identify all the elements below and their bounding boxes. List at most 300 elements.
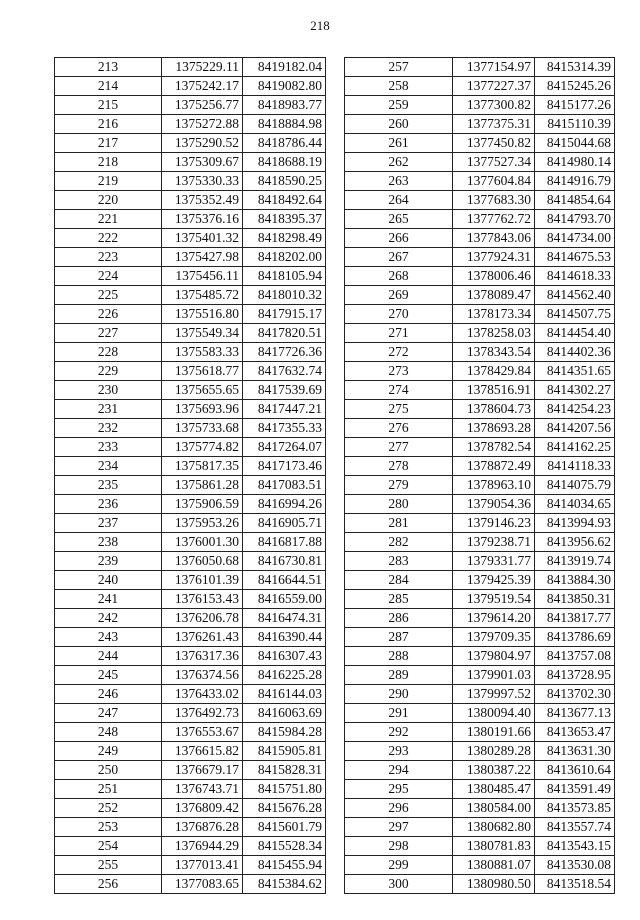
y-coordinate-cell: 8413557.74 — [535, 818, 615, 837]
point-number-cell: 277 — [345, 438, 453, 457]
y-coordinate-cell: 8419082.80 — [243, 77, 326, 96]
table-row — [345, 609, 615, 628]
point-number-cell: 246 — [55, 685, 162, 704]
x-coordinate-cell: 1379804.97 — [453, 647, 535, 666]
table-row — [55, 837, 326, 856]
point-number-cell: 244 — [55, 647, 162, 666]
y-coordinate-cell: 8414162.25 — [535, 438, 615, 457]
x-coordinate-cell: 1376553.67 — [162, 723, 243, 742]
point-number-cell: 284 — [345, 571, 453, 590]
table-row — [345, 457, 615, 476]
point-number-cell: 288 — [345, 647, 453, 666]
point-number-cell: 237 — [55, 514, 162, 533]
point-number-cell: 261 — [345, 134, 453, 153]
y-coordinate-cell: 8415455.94 — [243, 856, 326, 875]
x-coordinate-cell: 1379425.39 — [453, 571, 535, 590]
point-number-cell: 230 — [55, 381, 162, 400]
x-coordinate-cell: 1380781.83 — [453, 837, 535, 856]
table-row — [345, 685, 615, 704]
y-coordinate-cell: 8416817.88 — [243, 533, 326, 552]
table-row — [345, 229, 615, 248]
table-row — [345, 172, 615, 191]
table-row — [55, 286, 326, 305]
y-coordinate-cell: 8417539.69 — [243, 381, 326, 400]
table-row — [345, 666, 615, 685]
x-coordinate-cell: 1380485.47 — [453, 780, 535, 799]
x-coordinate-cell: 1376876.28 — [162, 818, 243, 837]
table-row — [55, 685, 326, 704]
y-coordinate-cell: 8414254.23 — [535, 400, 615, 419]
x-coordinate-cell: 1377527.34 — [453, 153, 535, 172]
table-row — [55, 457, 326, 476]
point-number-cell: 298 — [345, 837, 453, 856]
x-coordinate-cell: 1377013.41 — [162, 856, 243, 875]
x-coordinate-cell: 1375376.16 — [162, 210, 243, 229]
table-row — [55, 571, 326, 590]
point-number-cell: 252 — [55, 799, 162, 818]
x-coordinate-cell: 1380387.22 — [453, 761, 535, 780]
table-row — [55, 153, 326, 172]
point-number-cell: 275 — [345, 400, 453, 419]
point-number-cell: 276 — [345, 419, 453, 438]
coordinates-table-right — [344, 57, 615, 894]
y-coordinate-cell: 8413573.85 — [535, 799, 615, 818]
page-number: 218 — [310, 18, 330, 33]
point-number-cell: 273 — [345, 362, 453, 381]
point-number-cell: 262 — [345, 153, 453, 172]
point-number-cell: 264 — [345, 191, 453, 210]
x-coordinate-cell: 1378782.54 — [453, 438, 535, 457]
point-number-cell: 218 — [55, 153, 162, 172]
y-coordinate-cell: 8416307.43 — [243, 647, 326, 666]
table-row — [345, 875, 615, 894]
table-row — [55, 229, 326, 248]
point-number-cell: 280 — [345, 495, 453, 514]
point-number-cell: 220 — [55, 191, 162, 210]
table-row — [345, 58, 615, 77]
x-coordinate-cell: 1378516.91 — [453, 381, 535, 400]
point-number-cell: 219 — [55, 172, 162, 191]
point-number-cell: 241 — [55, 590, 162, 609]
table-row — [345, 210, 615, 229]
table-row — [345, 476, 615, 495]
y-coordinate-cell: 8417820.51 — [243, 324, 326, 343]
table-row — [55, 96, 326, 115]
point-number-cell: 227 — [55, 324, 162, 343]
y-coordinate-cell: 8417355.33 — [243, 419, 326, 438]
x-coordinate-cell: 1375516.80 — [162, 305, 243, 324]
table-row — [345, 362, 615, 381]
table-row — [55, 115, 326, 134]
x-coordinate-cell: 1379054.36 — [453, 495, 535, 514]
point-number-cell: 234 — [55, 457, 162, 476]
y-coordinate-cell: 8414351.65 — [535, 362, 615, 381]
y-coordinate-cell: 8417264.07 — [243, 438, 326, 457]
table-row — [55, 495, 326, 514]
y-coordinate-cell: 8415384.62 — [243, 875, 326, 894]
table-row — [55, 533, 326, 552]
table-row — [55, 343, 326, 362]
table-row — [55, 647, 326, 666]
point-number-cell: 283 — [345, 552, 453, 571]
table-row — [55, 248, 326, 267]
y-coordinate-cell: 8413702.30 — [535, 685, 615, 704]
table-row — [55, 514, 326, 533]
y-coordinate-cell: 8413850.31 — [535, 590, 615, 609]
x-coordinate-cell: 1375953.26 — [162, 514, 243, 533]
x-coordinate-cell: 1380191.66 — [453, 723, 535, 742]
table-row — [55, 609, 326, 628]
table-row — [345, 799, 615, 818]
x-coordinate-cell: 1375330.33 — [162, 172, 243, 191]
y-coordinate-cell: 8414302.27 — [535, 381, 615, 400]
y-coordinate-cell: 8415528.34 — [243, 837, 326, 856]
x-coordinate-cell: 1375309.67 — [162, 153, 243, 172]
y-coordinate-cell: 8415905.81 — [243, 742, 326, 761]
x-coordinate-cell: 1380584.00 — [453, 799, 535, 818]
x-coordinate-cell: 1378963.10 — [453, 476, 535, 495]
table-row — [345, 438, 615, 457]
point-number-cell: 243 — [55, 628, 162, 647]
y-coordinate-cell: 8415110.39 — [535, 115, 615, 134]
table-row — [55, 628, 326, 647]
x-coordinate-cell: 1375272.88 — [162, 115, 243, 134]
y-coordinate-cell: 8415751.80 — [243, 780, 326, 799]
x-coordinate-cell: 1375485.72 — [162, 286, 243, 305]
x-coordinate-cell: 1376153.43 — [162, 590, 243, 609]
table-row — [345, 704, 615, 723]
y-coordinate-cell: 8418590.25 — [243, 172, 326, 191]
table-row — [55, 590, 326, 609]
y-coordinate-cell: 8418786.44 — [243, 134, 326, 153]
table-row — [55, 305, 326, 324]
x-coordinate-cell: 1377083.65 — [162, 875, 243, 894]
point-number-cell: 255 — [55, 856, 162, 875]
x-coordinate-cell: 1376492.73 — [162, 704, 243, 723]
y-coordinate-cell: 8418688.19 — [243, 153, 326, 172]
y-coordinate-cell: 8418884.98 — [243, 115, 326, 134]
table-row — [55, 381, 326, 400]
table-row — [345, 495, 615, 514]
point-number-cell: 214 — [55, 77, 162, 96]
y-coordinate-cell: 8414916.79 — [535, 172, 615, 191]
y-coordinate-cell: 8414402.36 — [535, 343, 615, 362]
x-coordinate-cell: 1378089.47 — [453, 286, 535, 305]
point-number-cell: 286 — [345, 609, 453, 628]
point-number-cell: 281 — [345, 514, 453, 533]
table-row — [345, 381, 615, 400]
table-row — [55, 134, 326, 153]
point-number-cell: 295 — [345, 780, 453, 799]
table-row — [345, 818, 615, 837]
table-row — [345, 153, 615, 172]
table-row — [55, 666, 326, 685]
y-coordinate-cell: 8414507.75 — [535, 305, 615, 324]
y-coordinate-cell: 8416905.71 — [243, 514, 326, 533]
y-coordinate-cell: 8417173.46 — [243, 457, 326, 476]
y-coordinate-cell: 8413653.47 — [535, 723, 615, 742]
table-row — [55, 58, 326, 77]
point-number-cell: 258 — [345, 77, 453, 96]
y-coordinate-cell: 8413591.49 — [535, 780, 615, 799]
point-number-cell: 233 — [55, 438, 162, 457]
y-coordinate-cell: 8416144.03 — [243, 685, 326, 704]
point-number-cell: 217 — [55, 134, 162, 153]
x-coordinate-cell: 1377604.84 — [453, 172, 535, 191]
point-number-cell: 279 — [345, 476, 453, 495]
point-number-cell: 215 — [55, 96, 162, 115]
point-number-cell: 259 — [345, 96, 453, 115]
point-number-cell: 228 — [55, 343, 162, 362]
x-coordinate-cell: 1377154.97 — [453, 58, 535, 77]
point-number-cell: 251 — [55, 780, 162, 799]
table-row — [345, 571, 615, 590]
point-number-cell: 222 — [55, 229, 162, 248]
table-row — [345, 837, 615, 856]
y-coordinate-cell: 8414675.53 — [535, 248, 615, 267]
point-number-cell: 287 — [345, 628, 453, 647]
x-coordinate-cell: 1375906.59 — [162, 495, 243, 514]
x-coordinate-cell: 1378173.34 — [453, 305, 535, 324]
coordinates-table-left — [54, 57, 326, 894]
x-coordinate-cell: 1376374.56 — [162, 666, 243, 685]
x-coordinate-cell: 1380094.40 — [453, 704, 535, 723]
table-row — [345, 628, 615, 647]
x-coordinate-cell: 1375861.28 — [162, 476, 243, 495]
y-coordinate-cell: 8413728.95 — [535, 666, 615, 685]
table-row — [345, 780, 615, 799]
table-row — [345, 248, 615, 267]
x-coordinate-cell: 1375290.52 — [162, 134, 243, 153]
x-coordinate-cell: 1375693.96 — [162, 400, 243, 419]
point-number-cell: 290 — [345, 685, 453, 704]
y-coordinate-cell: 8415828.31 — [243, 761, 326, 780]
y-coordinate-cell: 8413677.13 — [535, 704, 615, 723]
point-number-cell: 268 — [345, 267, 453, 286]
point-number-cell: 265 — [345, 210, 453, 229]
y-coordinate-cell: 8419182.04 — [243, 58, 326, 77]
x-coordinate-cell: 1375427.98 — [162, 248, 243, 267]
table-row — [55, 172, 326, 191]
y-coordinate-cell: 8417447.21 — [243, 400, 326, 419]
point-number-cell: 253 — [55, 818, 162, 837]
x-coordinate-cell: 1378258.03 — [453, 324, 535, 343]
y-coordinate-cell: 8417726.36 — [243, 343, 326, 362]
x-coordinate-cell: 1376001.30 — [162, 533, 243, 552]
x-coordinate-cell: 1379709.35 — [453, 628, 535, 647]
y-coordinate-cell: 8417632.74 — [243, 362, 326, 381]
x-coordinate-cell: 1377762.72 — [453, 210, 535, 229]
x-coordinate-cell: 1377375.31 — [453, 115, 535, 134]
y-coordinate-cell: 8418492.64 — [243, 191, 326, 210]
table-row — [55, 856, 326, 875]
x-coordinate-cell: 1379614.20 — [453, 609, 535, 628]
x-coordinate-cell: 1375774.82 — [162, 438, 243, 457]
x-coordinate-cell: 1375256.77 — [162, 96, 243, 115]
x-coordinate-cell: 1377843.06 — [453, 229, 535, 248]
point-number-cell: 213 — [55, 58, 162, 77]
point-number-cell: 254 — [55, 837, 162, 856]
y-coordinate-cell: 8414854.64 — [535, 191, 615, 210]
point-number-cell: 229 — [55, 362, 162, 381]
x-coordinate-cell: 1378693.28 — [453, 419, 535, 438]
point-number-cell: 289 — [345, 666, 453, 685]
y-coordinate-cell: 8415601.79 — [243, 818, 326, 837]
x-coordinate-cell: 1379519.54 — [453, 590, 535, 609]
x-coordinate-cell: 1376050.68 — [162, 552, 243, 571]
y-coordinate-cell: 8414980.14 — [535, 153, 615, 172]
y-coordinate-cell: 8417083.51 — [243, 476, 326, 495]
table-row — [345, 134, 615, 153]
point-number-cell: 248 — [55, 723, 162, 742]
table-row — [55, 875, 326, 894]
x-coordinate-cell: 1375456.11 — [162, 267, 243, 286]
y-coordinate-cell: 8415984.28 — [243, 723, 326, 742]
point-number-cell: 294 — [345, 761, 453, 780]
x-coordinate-cell: 1379331.77 — [453, 552, 535, 571]
y-coordinate-cell: 8418298.49 — [243, 229, 326, 248]
point-number-cell: 225 — [55, 286, 162, 305]
table-row — [345, 115, 615, 134]
y-coordinate-cell: 8418105.94 — [243, 267, 326, 286]
y-coordinate-cell: 8413956.62 — [535, 533, 615, 552]
table-row — [55, 799, 326, 818]
point-number-cell: 256 — [55, 875, 162, 894]
x-coordinate-cell: 1378429.84 — [453, 362, 535, 381]
y-coordinate-cell: 8414618.33 — [535, 267, 615, 286]
x-coordinate-cell: 1380881.07 — [453, 856, 535, 875]
x-coordinate-cell: 1376679.17 — [162, 761, 243, 780]
table-row — [345, 267, 615, 286]
x-coordinate-cell: 1376317.36 — [162, 647, 243, 666]
x-coordinate-cell: 1375618.77 — [162, 362, 243, 381]
point-number-cell: 266 — [345, 229, 453, 248]
y-coordinate-cell: 8413543.15 — [535, 837, 615, 856]
x-coordinate-cell: 1376743.71 — [162, 780, 243, 799]
y-coordinate-cell: 8413786.69 — [535, 628, 615, 647]
table-row — [345, 647, 615, 666]
y-coordinate-cell: 8414207.56 — [535, 419, 615, 438]
y-coordinate-cell: 8413631.30 — [535, 742, 615, 761]
y-coordinate-cell: 8415314.39 — [535, 58, 615, 77]
x-coordinate-cell: 1379997.52 — [453, 685, 535, 704]
y-coordinate-cell: 8413610.64 — [535, 761, 615, 780]
x-coordinate-cell: 1379901.03 — [453, 666, 535, 685]
x-coordinate-cell: 1377924.31 — [453, 248, 535, 267]
table-row — [55, 476, 326, 495]
y-coordinate-cell: 8414034.65 — [535, 495, 615, 514]
y-coordinate-cell: 8415177.26 — [535, 96, 615, 115]
x-coordinate-cell: 1377300.82 — [453, 96, 535, 115]
y-coordinate-cell: 8418010.32 — [243, 286, 326, 305]
table-row — [345, 191, 615, 210]
x-coordinate-cell: 1378006.46 — [453, 267, 535, 286]
table-row — [55, 419, 326, 438]
x-coordinate-cell: 1376944.29 — [162, 837, 243, 856]
y-coordinate-cell: 8418395.37 — [243, 210, 326, 229]
table-row — [345, 343, 615, 362]
x-coordinate-cell: 1379146.23 — [453, 514, 535, 533]
table-row — [345, 419, 615, 438]
point-number-cell: 231 — [55, 400, 162, 419]
x-coordinate-cell: 1375733.68 — [162, 419, 243, 438]
point-number-cell: 270 — [345, 305, 453, 324]
table-row — [55, 191, 326, 210]
table-row — [345, 305, 615, 324]
y-coordinate-cell: 8414118.33 — [535, 457, 615, 476]
y-coordinate-cell: 8418202.00 — [243, 248, 326, 267]
table-row — [345, 533, 615, 552]
table-row — [345, 761, 615, 780]
point-number-cell: 221 — [55, 210, 162, 229]
x-coordinate-cell: 1375229.11 — [162, 58, 243, 77]
point-number-cell: 260 — [345, 115, 453, 134]
y-coordinate-cell: 8416559.00 — [243, 590, 326, 609]
x-coordinate-cell: 1375549.34 — [162, 324, 243, 343]
y-coordinate-cell: 8416474.31 — [243, 609, 326, 628]
point-number-cell: 236 — [55, 495, 162, 514]
y-coordinate-cell: 8416730.81 — [243, 552, 326, 571]
point-number-cell: 296 — [345, 799, 453, 818]
table-row — [55, 362, 326, 381]
x-coordinate-cell: 1375401.32 — [162, 229, 243, 248]
table-row — [345, 324, 615, 343]
x-coordinate-cell: 1378604.73 — [453, 400, 535, 419]
point-number-cell: 245 — [55, 666, 162, 685]
x-coordinate-cell: 1376615.82 — [162, 742, 243, 761]
point-number-cell: 249 — [55, 742, 162, 761]
x-coordinate-cell: 1376261.43 — [162, 628, 243, 647]
point-number-cell: 272 — [345, 343, 453, 362]
y-coordinate-cell: 8416994.26 — [243, 495, 326, 514]
y-coordinate-cell: 8416063.69 — [243, 704, 326, 723]
table-row — [345, 77, 615, 96]
table-row — [55, 438, 326, 457]
point-number-cell: 300 — [345, 875, 453, 894]
table-row — [55, 324, 326, 343]
point-number-cell: 224 — [55, 267, 162, 286]
x-coordinate-cell: 1380682.80 — [453, 818, 535, 837]
table-row — [345, 723, 615, 742]
table-row — [345, 742, 615, 761]
table-row — [345, 96, 615, 115]
point-number-cell: 240 — [55, 571, 162, 590]
table-row — [55, 267, 326, 286]
point-number-cell: 292 — [345, 723, 453, 742]
point-number-cell: 223 — [55, 248, 162, 267]
point-number-cell: 269 — [345, 286, 453, 305]
table-row — [345, 286, 615, 305]
y-coordinate-cell: 8414454.40 — [535, 324, 615, 343]
point-number-cell: 297 — [345, 818, 453, 837]
point-number-cell: 263 — [345, 172, 453, 191]
x-coordinate-cell: 1380289.28 — [453, 742, 535, 761]
point-number-cell: 271 — [345, 324, 453, 343]
point-number-cell: 299 — [345, 856, 453, 875]
table-row — [345, 856, 615, 875]
point-number-cell: 216 — [55, 115, 162, 134]
table-row — [55, 552, 326, 571]
y-coordinate-cell: 8413919.74 — [535, 552, 615, 571]
table-row — [55, 742, 326, 761]
point-number-cell: 250 — [55, 761, 162, 780]
x-coordinate-cell: 1376433.02 — [162, 685, 243, 704]
x-coordinate-cell: 1376809.42 — [162, 799, 243, 818]
table-row — [345, 514, 615, 533]
table-row — [55, 210, 326, 229]
x-coordinate-cell: 1375352.49 — [162, 191, 243, 210]
point-number-cell: 242 — [55, 609, 162, 628]
